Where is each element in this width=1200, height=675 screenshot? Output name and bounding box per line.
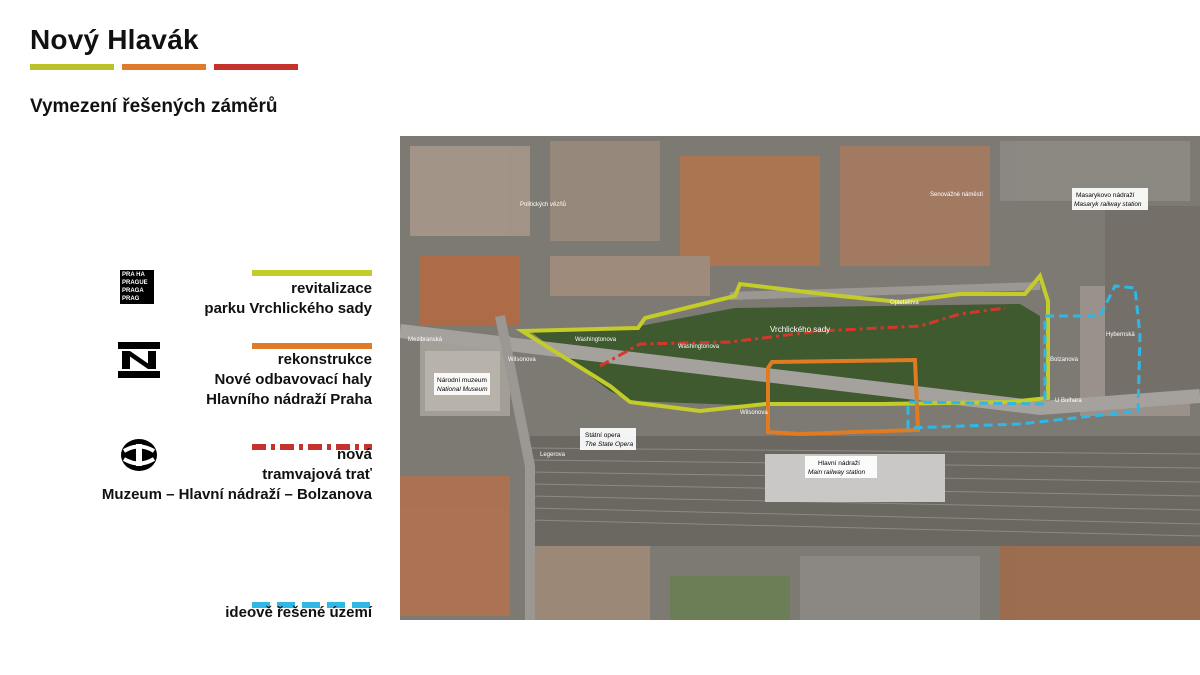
label-opera-en: The State Opera (585, 441, 634, 448)
label-street-legerova: Legerova (540, 452, 566, 458)
legend-line-red-dashdot (252, 437, 372, 443)
title-bar-green (30, 64, 114, 70)
label-station-cz: Hlavní nádraží (818, 460, 860, 467)
title-bar-red (214, 64, 298, 70)
label-square: Senovážné náměstí (930, 192, 984, 198)
label-street-bulharska: U Bulhara (1055, 398, 1082, 404)
label-street-bolzanova: Bolzanova (1050, 357, 1079, 363)
label-station-en: Main railway station (808, 469, 866, 476)
legend-text-conceptual-area: ideově řešené území (225, 604, 372, 621)
legend-line-orange (252, 343, 372, 349)
label-street-washington1: Washingtonova (575, 337, 617, 343)
label-museum-en: National Museum (437, 386, 488, 393)
page-subtitle: Vymezení řešených záměrů (30, 96, 278, 117)
page-title: Nový Hlavák (30, 24, 199, 55)
title-bar-orange (122, 64, 206, 70)
title-color-bars (30, 64, 300, 70)
label-park: Vrchlického sady (770, 325, 831, 334)
label-museum-cz: Národní muzeum (437, 377, 487, 384)
aerial-map[interactable] (400, 136, 1200, 620)
label-street-mezibranska: Mezibranská (408, 337, 443, 343)
szdc-railway-logo (118, 342, 160, 378)
label-street-politickych: Politických vězňů (520, 202, 567, 208)
legend-text-station-hall: rekonstrukce Nové odbavovací haly Hlavního nádraží Praha (206, 351, 372, 408)
legend-line-blue-dashed (252, 595, 372, 601)
label-street-wilsonova2: Wilsonova (740, 410, 768, 416)
label-masaryk-cz: Masarykovo nádraží (1076, 192, 1135, 199)
prague-gallery-logo: PRA HA PRAGUE PRAGA PRAG (120, 270, 154, 304)
label-street-washington2: Washingtonova (678, 344, 720, 350)
label-street-opletalova: Opletalova (890, 300, 919, 306)
label-street-hybernska: Hybernská (1106, 332, 1135, 338)
legend-text-tram-line: nová tramvajová trať Muzeum – Hlavní nádraží – Bolzanova (101, 446, 372, 503)
label-street-wilsonova1: Wilsonova (508, 357, 536, 363)
label-masaryk-en: Masaryk railway station (1074, 201, 1142, 208)
legend-text-park: revitalizace parku Vrchlického sady (204, 280, 372, 317)
label-opera-cz: Státní opera (585, 432, 621, 439)
legend-line-green (252, 270, 372, 276)
